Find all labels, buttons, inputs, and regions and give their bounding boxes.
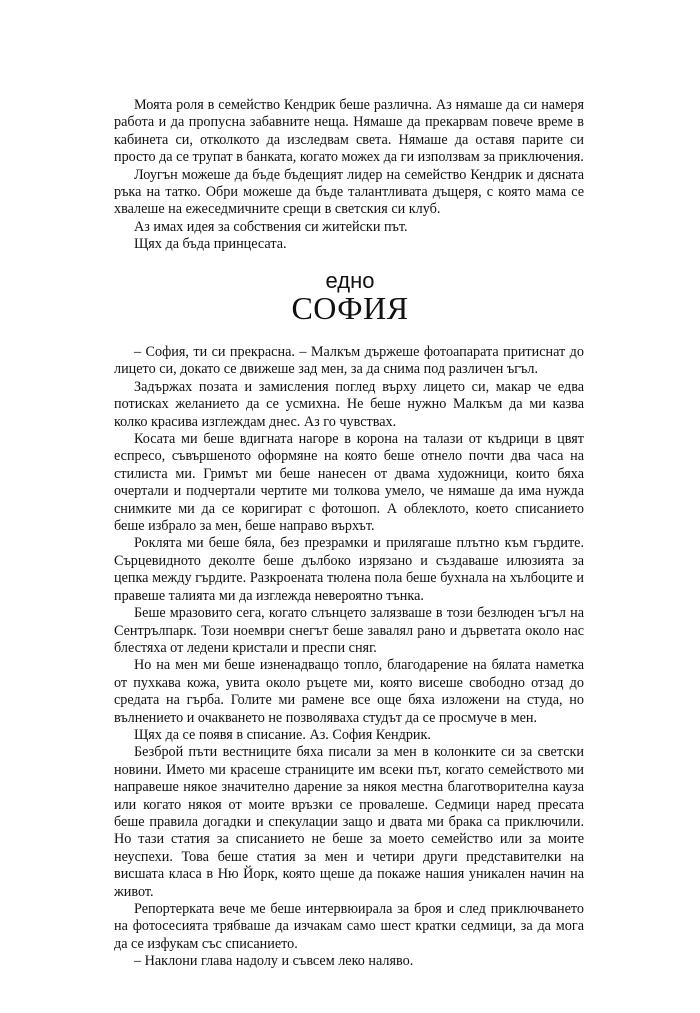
intro-paragraph: Моята роля в семейство Кендрик беше различна. Аз нямаше да си намеря работа и да пропусна забавните неща. Нямаше да прекарвам повече време в кабинета си, отколкото да изследвам света. Нямаше да оставя парите си просто да се трупат в банката, когато можех да ги използвам за приключения. [114, 97, 584, 166]
chapter-number: едно [325, 268, 375, 293]
intro-paragraph: Щях да бъда принцесата. [134, 236, 287, 253]
chapter-body [114, 344, 584, 971]
intro-section [114, 97, 584, 254]
body-paragraph: Но на мен ми беше изненадващо топло, благодарение на бялата наметка от пухкава кожа, увита около ръцете ми, която висеше свободно отзад до средата на гърба. Голите ми рамене все още бяха изложени на студа, но вълнението и очакването не позволяваха студът да се просмуче в мен. [114, 657, 584, 726]
body-paragraph: Задържах позата и замисления поглед върху лицето си, макар че едва потисках желанието да се усмихна. Не беше нужно Малкъм да ми казва колко красива изглеждам днес. Аз го чувствах. [114, 378, 584, 430]
intro-paragraph: Лоугън можеше да бъде бъдещият лидер на семейство Кендрик и дясната ръка на татко. Обри можеше да бъде талантливата дъщеря, с която мама се хвалеше на ежеседмичните срещи в светския си клуб. [114, 166, 584, 218]
body-paragraph: Щях да се появя в списание. Аз. София Кендрик. [134, 726, 431, 743]
body-paragraph: – Наклони глава надолу и съвсем леко наляво. [134, 953, 414, 970]
body-paragraph: Репортерката вече ме беше интервюирала за броя и след приключването на фотосесията трябваше да изчакам само шест кратки седмици, за да мога да се изфукам със списанието. [114, 901, 584, 952]
body-paragraph: Безброй пъти вестниците бяха писали за мен в колонките си за светски новини. Името ми красеше страниците им всеки път, когато семейството ми направеше някое значително дарение за някоя местна благотворителна кауза или когато някоя от моите връзки се провалеше. Седмици наред пресата беше правила догадки и спекулации защо и двата ми брака са приключили. Но тази статия за списанието не беше за моето семейство или за моите неуспехи. Това беше статия за мен и четири други представителки на висшата класа в Ню Йорк, която щеше да покаже нашия уникален начин на живот. [114, 744, 584, 900]
body-paragraph: Роклята ми беше бяла, без презрамки и прилягаше плътно към гърдите. Сърцевидното деколте беше дълбоко изрязано и създаваше илюзията за цепка между гърдите. Разкроената тюлена пола беше бухнала на хълбоците и правеше талията ми да изглежда невероятно тънка. [114, 535, 584, 604]
chapter-title: СОФИЯ [291, 290, 409, 326]
intro-paragraph: Аз имах идея за собствения си житейски път. [134, 218, 408, 235]
body-paragraph: Беше мразовито сега, когато слънцето залязваше в този безлюден ъгъл на Сентрълпарк. Този ноември снегът беше завалял рано и дърветата около нас блестяха от ледени кристали и преспи сняг. [114, 605, 584, 656]
body-paragraph: Косата ми беше вдигната нагоре в корона на талази от къдрици в цвят еспресо, съвършеното оформяне на която беше отнело почти два часа на стилиста ми. Гримът ми беше нанесен от двама художници, които бяха очертали и подчертали чертите ми толкова умело, че нямаше да има нужда снимките ми да се коригират с фотошоп. А облеклото, което списанието беше избрало за мен, беше направо върхът. [114, 431, 584, 535]
body-paragraph: – София, ти си прекрасна. – Малкъм държеше фотоапарата притиснат до лицето си, докато се движеше зад мен, за да снима под различен ъгъл. [114, 344, 584, 378]
